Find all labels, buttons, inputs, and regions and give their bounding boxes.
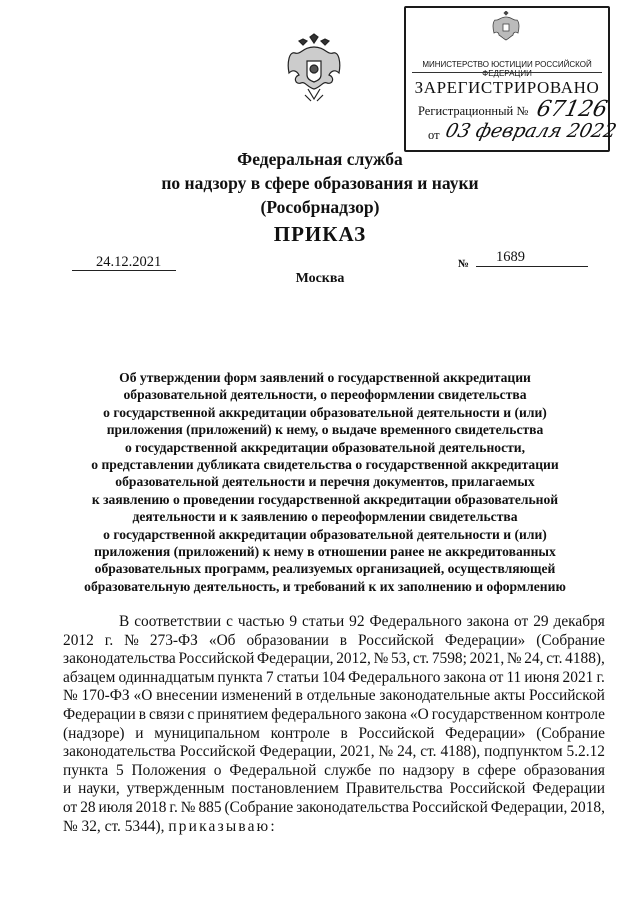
body-word: законодательства — [63, 650, 176, 668]
order-title: ПРИКАЗ — [273, 222, 367, 246]
body-word: (Собрание — [536, 724, 605, 742]
order-date: 24.12.2021 — [96, 254, 162, 270]
body-word: акты — [494, 687, 526, 705]
body-word: в — [340, 724, 348, 742]
body-line — [63, 650, 605, 669]
body-word: утвержденным — [126, 780, 225, 798]
body-word: ст. — [546, 650, 563, 668]
body-line — [63, 706, 605, 725]
body-word: от — [63, 798, 78, 816]
agency-line: по надзору в сфере образования и науки — [161, 173, 479, 193]
body-word: Положения — [131, 761, 206, 779]
body-word: законодательства — [296, 798, 409, 816]
body-word: Федерального — [369, 613, 462, 630]
stamp-divider — [412, 72, 602, 73]
body-word: 885 — [198, 798, 222, 816]
body-word: в — [462, 761, 470, 779]
body-word: Российской — [529, 687, 605, 705]
body-word: № — [378, 743, 394, 761]
heading-line: образовательных программ, реализуемых организацией, осуществляющей — [94, 561, 556, 577]
body-word: пункта — [63, 761, 109, 779]
body-word: Федерации» — [444, 631, 526, 649]
body-word: частью — [237, 613, 285, 630]
body-word: законодательные — [379, 687, 491, 705]
body-word: и — [135, 724, 144, 742]
body-word: 2012 — [63, 631, 94, 649]
body-word: 4188), — [565, 650, 605, 668]
coat-of-arms-emblem — [283, 33, 345, 103]
agency-name — [0, 147, 640, 219]
body-last-text: № 32, ст. 5344), — [63, 817, 169, 835]
order-body — [63, 613, 605, 836]
body-word: г. — [169, 798, 178, 816]
body-word: одиннадцатым — [118, 668, 215, 686]
body-word: г. — [596, 668, 605, 686]
order-number: 1689 — [496, 249, 525, 265]
body-word: подпунктом — [484, 743, 563, 761]
body-word: 24, — [397, 743, 417, 761]
body-word: 170-ФЗ — [81, 687, 130, 705]
body-word: принятием — [197, 705, 269, 723]
body-word: № — [124, 631, 139, 649]
body-word: Федерации — [532, 780, 605, 798]
body-word: 29 — [533, 613, 549, 630]
body-word: Федерального — [348, 668, 441, 686]
body-word: связи — [149, 705, 185, 723]
agency-line: (Рособрнадзор) — [260, 197, 380, 217]
body-word: Федерации — [63, 705, 136, 723]
body-word: 4188), — [440, 743, 481, 761]
body-word: соответствии — [134, 613, 222, 630]
body-word: ст. — [420, 743, 437, 761]
body-word: Федерации, — [259, 743, 337, 761]
body-word: отдельные — [306, 687, 376, 705]
body-word: Федерации, — [257, 650, 334, 668]
body-word: 2021 — [562, 668, 594, 686]
body-word: 5 — [116, 761, 124, 779]
body-line — [63, 743, 605, 762]
body-word: от — [489, 668, 504, 686]
body-word: 5.2.12 — [566, 743, 605, 761]
body-word: в — [138, 705, 146, 723]
body-word: науки, — [78, 780, 120, 798]
body-word: закона — [466, 613, 510, 630]
stamp-ministry-name: МИНИСТЕРСТВО ЮСТИЦИИ РОССИЙСКОЙ ФЕДЕРАЦИИ — [422, 60, 592, 78]
body-word: июня — [524, 668, 560, 686]
body-word: пункта — [217, 668, 263, 686]
body-word: 104 — [321, 668, 346, 686]
body-line — [63, 613, 605, 632]
body-word: службе — [324, 761, 372, 779]
body-word: 92 — [349, 613, 365, 630]
body-word: абзацем — [63, 668, 116, 686]
body-word: государственном — [431, 705, 543, 723]
body-word: надзору — [402, 761, 455, 779]
body-word: изменений — [221, 687, 292, 705]
body-word: 11 — [506, 668, 522, 686]
body-word: с — [187, 705, 195, 723]
heading-line: деятельности и к заявлению о переоформлении свидетельства — [132, 509, 518, 525]
body-word: от — [514, 613, 529, 630]
heading-line: образовательную деятельность, и требований к их заполнению и оформлению — [84, 578, 566, 594]
stamp-status: ЗАРЕГИСТРИРОВАНО — [414, 78, 600, 97]
body-word: (надзоре) — [63, 724, 125, 742]
body-word: «О — [133, 687, 153, 705]
body-word: сфере — [477, 761, 516, 779]
body-word: и — [63, 780, 72, 798]
body-word: «Об — [208, 631, 236, 649]
body-word: статьи — [276, 668, 319, 686]
body-word: Правительства — [345, 780, 443, 798]
body-word: закона — [443, 668, 486, 686]
body-word: № — [180, 798, 196, 816]
body-word: «О — [409, 705, 429, 723]
body-word: Федерации» — [445, 724, 526, 742]
body-line — [63, 669, 605, 688]
body-word: Российской — [449, 780, 526, 798]
body-word: по — [378, 761, 395, 779]
body-word: № — [63, 687, 78, 705]
body-word: Российской — [358, 631, 434, 649]
body-line-last — [63, 818, 605, 837]
body-word: 28 — [80, 798, 96, 816]
stamp-regno-handwritten: 67126 — [534, 97, 610, 122]
body-word: Российской — [178, 650, 255, 668]
body-word: 9 — [289, 613, 298, 630]
body-word: г. — [104, 631, 114, 649]
body-word: с — [226, 613, 233, 630]
body-word: Российской — [411, 798, 488, 816]
body-line — [63, 762, 605, 781]
body-word: июля — [98, 798, 133, 816]
order-number-label: № — [458, 258, 470, 270]
stamp-regno-label: Регистрационный № — [418, 104, 529, 118]
body-word: 53, — [390, 650, 411, 668]
body-word: ст. — [412, 650, 430, 668]
stamp-emblem-icon — [491, 11, 521, 45]
body-word: Российской — [358, 724, 435, 742]
body-word: (Собрание — [224, 798, 294, 816]
heading-line: о государственной аккредитации образовательной деятельности, — [124, 439, 526, 455]
body-word: образовании — [246, 631, 329, 649]
body-word: о — [213, 761, 222, 779]
body-word: № — [373, 650, 389, 668]
body-line — [63, 725, 605, 744]
body-word: муниципальном — [154, 724, 260, 742]
order-number-underline — [476, 266, 588, 267]
body-word: № — [506, 650, 522, 668]
agency-line: Федеральная служба — [237, 149, 403, 169]
body-word: Федеральной — [229, 761, 317, 779]
heading-line: образовательной деятельности и перечня документов, прилагаемых — [115, 474, 535, 490]
body-word: 2018, — [570, 798, 605, 816]
body-word: контроле — [270, 724, 330, 742]
body-word: (Собрание — [536, 631, 605, 649]
body-word: 2018 — [135, 798, 167, 816]
body-word: контроле — [545, 705, 605, 723]
body-word: 2021, — [339, 743, 375, 761]
order-city: Москва — [295, 271, 345, 286]
stamp-date-label: от — [428, 128, 440, 142]
heading-line: приложения (приложений) к нему в отношении ранее не аккредитованных — [94, 544, 556, 560]
body-word: постановлением — [231, 780, 339, 798]
body-word: Федерации, — [490, 798, 568, 816]
order-heading — [60, 369, 590, 595]
body-line — [63, 687, 605, 706]
heading-line: к заявлению о проведении государственной аккредитации образовательной — [91, 491, 559, 507]
registration-stamp — [404, 6, 619, 152]
body-line — [63, 632, 605, 651]
body-word: 24, — [524, 650, 544, 668]
heading-line: образовательной деятельности, о переоформлении свидетельства — [123, 387, 527, 403]
body-line — [63, 799, 605, 818]
body-word: образования — [523, 761, 605, 779]
body-word: В — [119, 613, 130, 630]
heading-line: приложения (приложений) к нему, о выдаче временного свидетельства — [106, 422, 544, 438]
body-word: 7 — [265, 668, 274, 686]
body-word: 2021, — [469, 650, 505, 668]
stamp-date-handwritten: 03 февраля 2022 — [443, 120, 619, 142]
body-word: 273-ФЗ — [149, 631, 198, 649]
heading-line: Об утверждении форм заявлений о государственной аккредитации — [119, 370, 531, 385]
body-word: внесении — [156, 687, 218, 705]
order-operative-word: приказываю: — [168, 817, 277, 835]
body-word: декабря — [553, 613, 605, 630]
heading-line: о государственной аккредитации образовательной деятельности и (или) — [103, 404, 547, 420]
body-word: законодательства — [63, 743, 176, 761]
body-word: статьи — [302, 613, 345, 630]
body-word: 2012, — [336, 650, 371, 668]
body-word: федерального — [271, 705, 362, 723]
body-word: 7598; — [431, 650, 467, 668]
body-word: Российской — [179, 743, 256, 761]
body-word: в — [295, 687, 303, 705]
body-word: в — [339, 631, 348, 649]
heading-line: о представлении дубликата свидетельства о государственной аккредитации — [91, 457, 559, 473]
heading-line: о государственной аккредитации образовательной деятельности и (или) — [103, 526, 547, 542]
body-word: закона — [364, 705, 407, 723]
body-line — [63, 780, 605, 799]
